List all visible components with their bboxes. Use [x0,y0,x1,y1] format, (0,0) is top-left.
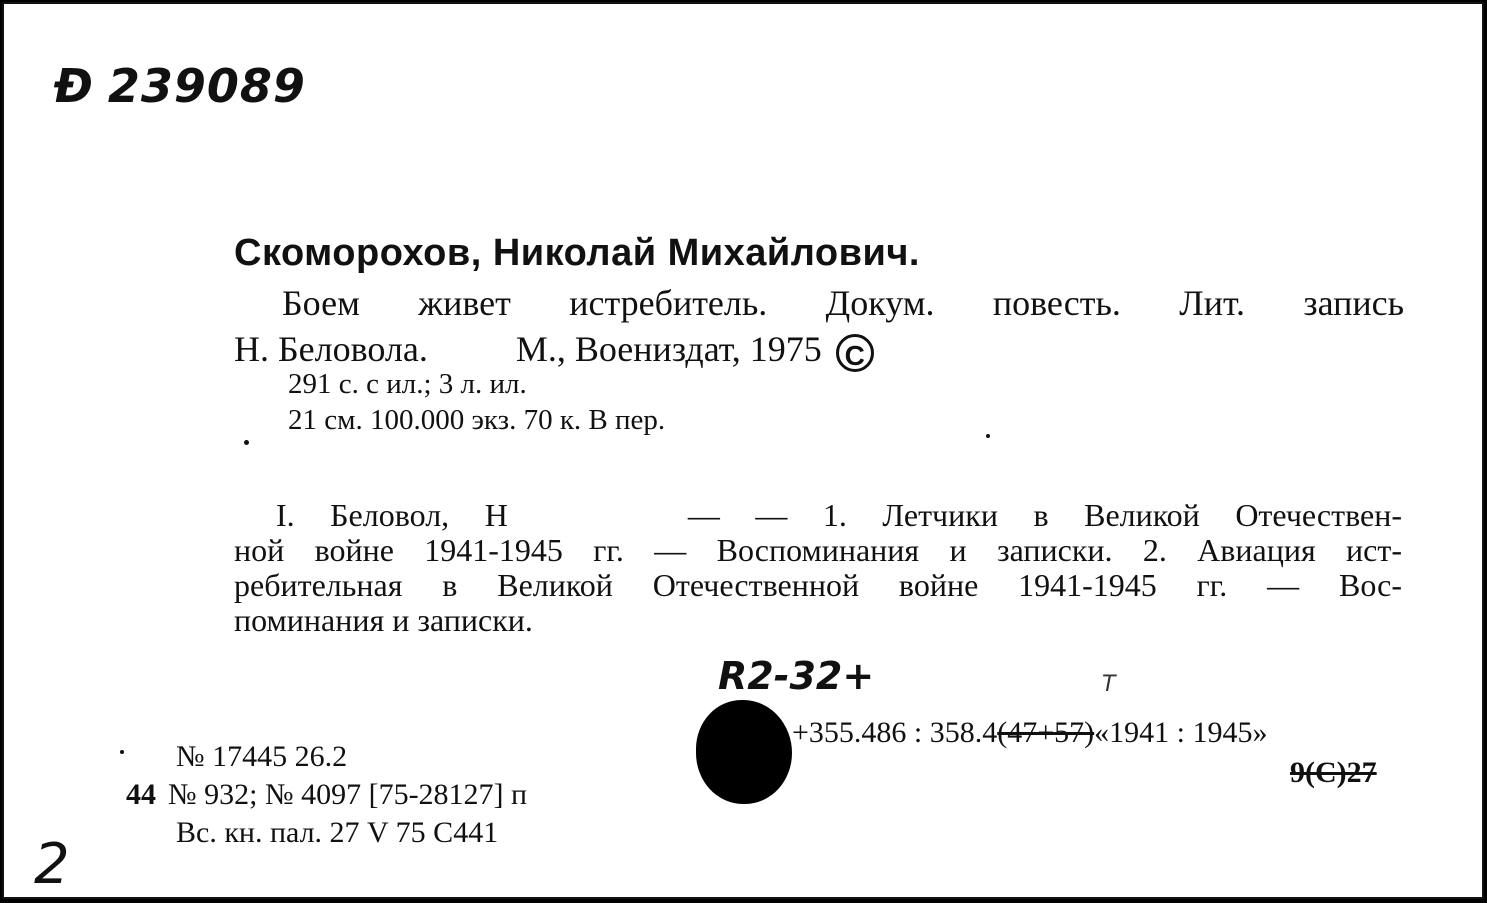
record-line-3: Вс. кн. пал. 27 V 75 С441 [176,816,499,849]
subject-line-2: ной войне 1941-1945 гг. — Воспоминания и записки. 2. Авиация ист- [234,532,1402,568]
udc-suffix: «1941 : 1945» [1094,716,1268,749]
bbk-index: 9(С)27 [1290,756,1377,789]
udc-prefix: +355.486 : 358.4 [792,716,998,749]
physical-description-2: 21 см. 100.000 экз. 70 к. В пер. [288,404,666,436]
subject-line-4: поминания и записки. [234,602,533,638]
author-heading: Скоморохов, Николай Михайлович. [234,232,920,274]
catalog-card [2,2,1484,899]
added-entry: I. Беловол, Н [276,497,508,533]
handwritten-prefix: Ð [54,59,94,113]
subject-headings [234,498,1402,638]
udc-struck: (47+57) [997,716,1095,749]
handwritten-corner-number: 2 [34,832,70,897]
title-block [234,280,1404,372]
subject-1: — — 1. Летчики в Великой Отечествен- [687,497,1403,533]
record-line-1: № 17445 26.2 [176,740,348,773]
ink-blot [696,700,792,804]
record-numbers: № 932; № 4097 [75-28127] п [168,778,528,811]
handwritten-accession-number [54,59,306,113]
speck-mark [244,440,249,445]
record-line-2 [126,778,527,812]
publication-info: М., Воениздат, 1975 [515,329,822,369]
title-line-2 [234,326,1404,372]
editor-name: Н. Беловола. [234,329,428,369]
subject-line-1 [234,498,1402,533]
speck-mark [120,750,124,754]
handwritten-mark: Т [1102,672,1116,697]
copyright-icon: C [836,334,874,372]
title-line-1: Боем живет истребитель. Докум. повесть. Лит. запись [282,283,1404,323]
speck-mark [986,434,990,438]
subject-line-3: ребительная в Великой Отечественной войне 1941-1945 гг. — Вос- [234,567,1402,603]
udc-index [792,716,1268,750]
record-prefix: 44 [126,778,156,811]
accession-number: 239089 [107,59,306,113]
physical-description-1: 291 с. с ил.; 3 л. ил. [288,368,527,400]
handwritten-shelf-code: R2-32+ [718,654,875,698]
